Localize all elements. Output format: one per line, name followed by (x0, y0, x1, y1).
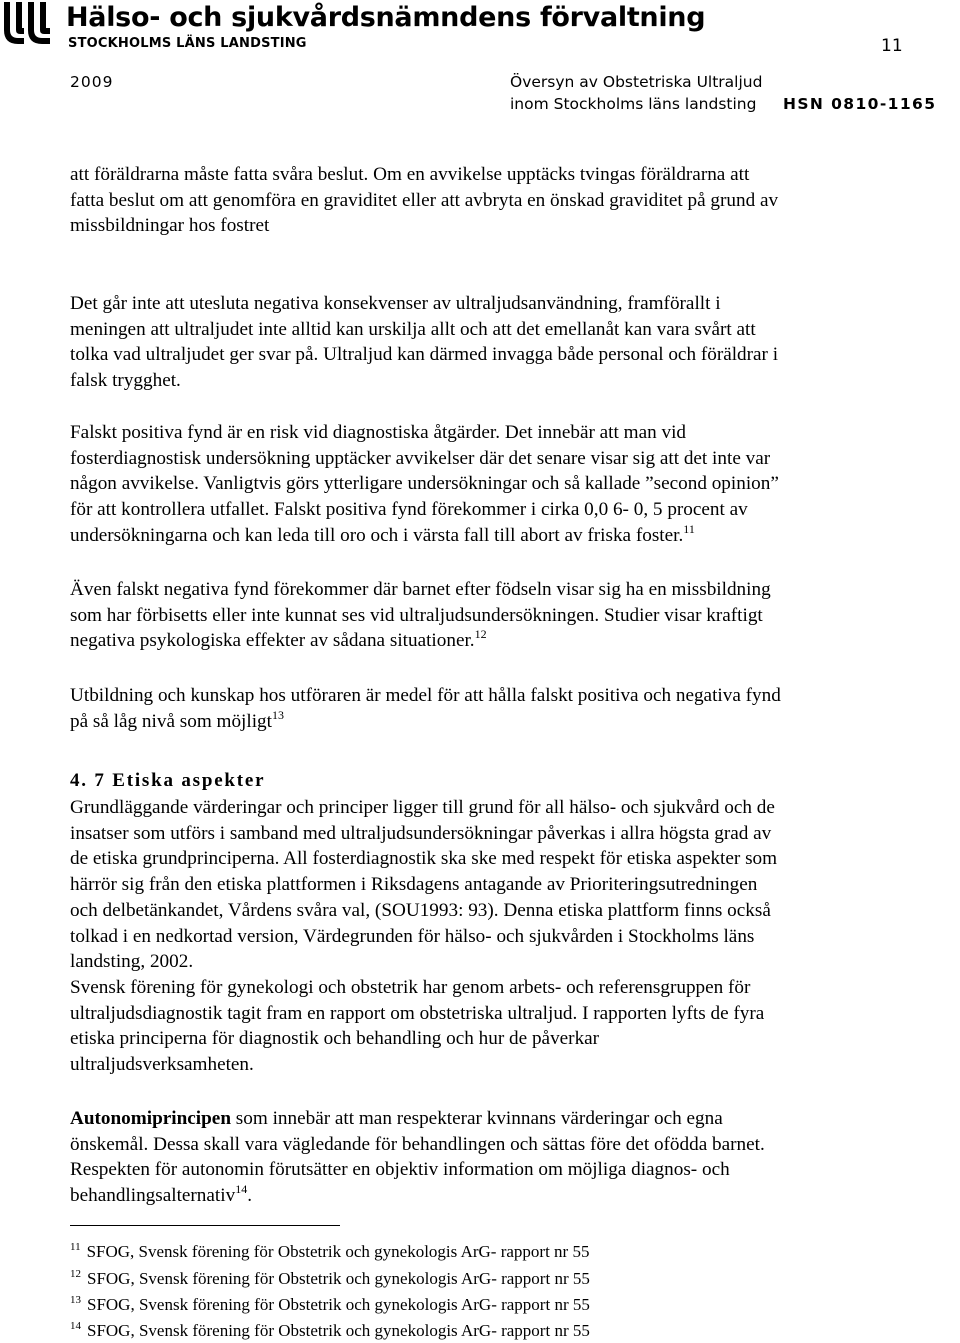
text-line: landsting, 2002. (70, 951, 194, 973)
text-line: någon avvikelse. Vanligtvis görs ytterligare undersökningar och så kallade ”second opinion” (70, 473, 779, 495)
text-line: etiska principerna för diagnostik och behandling och hur de påverkar (70, 1028, 600, 1050)
footnote (70, 1320, 590, 1342)
text-line: Även falskt negativa fynd förekommer där barnet efter födseln visar sig ha en missbildning (70, 579, 771, 600)
text-line: tolka vad ultraljudet ger svar på. Ultraljud kan därmed invagga både personal och föräldrar i (70, 344, 779, 366)
text-span: som innebär att man respekterar kvinnans värderingar och egna (231, 1108, 723, 1129)
text-line: fosterdiagnostisk undersökning upptäcker avvikelser där det senare visar sig att det inte var (70, 447, 771, 469)
footnote-ref-11: 11 (683, 521, 695, 536)
footnote-text: SFOG, Svensk förening för Obstetrik och gynekologis ArG- rapport nr 55 (87, 1269, 590, 1288)
text-line: och delbetänkandet, Vårdens svåra val, (SOU1993: 93). Denna etiska plattform finns också (70, 899, 771, 921)
paragraph-3 (70, 420, 960, 549)
text-line: Svensk förening för gynekologi och obstetrik har genom arbets- och referensgruppen för (70, 976, 751, 998)
text-line: insatser som utförs i samband med ultraljudsundersökningar påverkas i allra högsta grad av (70, 822, 772, 844)
footnote-divider (70, 1225, 340, 1226)
footnote-text: SFOG, Svensk förening för Obstetrik och gynekologis ArG- rapport nr 55 (86, 1242, 590, 1261)
text-line: meningen att ultraljudet inte alltid kan urskilja allt och att det emellanåt kan vara svårt att (70, 318, 756, 340)
text-line: fatta beslut om att genomföra en graviditet eller att avbryta en önskad graviditet på grund av (70, 189, 779, 211)
text-line: Falskt positiva fynd är en risk vid diagnostiska åtgärder. Det innebär att man vid (70, 422, 686, 443)
text-line: falsk trygghet. (70, 370, 181, 392)
text-line: för att kontrollera utfallet. Falskt positiva fynd förekommer i cirka 0,0 6- 0, 5 procent av (70, 499, 748, 521)
text-span: undersökningarna och kan leda till oro och i värsta fall till abort av friska foster. (70, 524, 684, 546)
org-subtitle: STOCKHOLMS LÄNS LANDSTING (68, 36, 307, 51)
paragraph-2 (70, 291, 960, 394)
section-heading: 4. 7 Etiska aspekter (70, 770, 266, 791)
footnote (70, 1294, 590, 1316)
text-line: de etiska grundprinciperna. All fosterdiagnostik ska ske med respekt för etiska aspekter som (70, 848, 778, 870)
footnote (70, 1268, 590, 1290)
footnote (70, 1241, 589, 1263)
paragraph-4 (70, 577, 960, 654)
text-line (70, 1183, 960, 1209)
text-line: missbildningar hos fostret (70, 215, 270, 237)
footnote-number: 13 (70, 1294, 81, 1306)
footnote-ref-14: 14 (235, 1182, 248, 1197)
text-line (70, 523, 960, 549)
header-title-line2: inom Stockholms läns landsting (510, 95, 757, 113)
footnote-number: 11 (70, 1241, 81, 1253)
text-line: som har förbisetts eller inte kunnat ses vid ultraljudsundersökningen. Studier visar kraftigt (70, 604, 763, 626)
footnote-text: SFOG, Svensk förening för Obstetrik och gynekologis ArG- rapport nr 55 (87, 1295, 590, 1314)
footnote-number: 12 (70, 1268, 81, 1280)
text-line: ultraljudsdiagnostik tagit fram en rapport om obstetriska ultraljud. I rapporten lyfts de fyra (70, 1002, 765, 1024)
sll-logo-icon (0, 0, 60, 50)
text-line: Utbildning och kunskap hos utföraren är medel för att hålla falskt positiva och negativa fynd (70, 685, 781, 706)
paragraph-1 (70, 162, 960, 239)
text-line: önskemål. Dessa skall vara vägledande för behandlingen och sättas före det ofödda barnet. (70, 1133, 765, 1155)
footnote-number: 14 (70, 1320, 81, 1332)
paragraph-5 (70, 683, 960, 734)
header-title-line1: Översyn av Obstetriska Ultraljud (510, 73, 763, 91)
header-year: 2009 (70, 73, 114, 91)
text-line: tolkad i en nedkortad version, Värdegrunden för hälso- och sjukvården i Stockholms läns (70, 925, 755, 947)
text-line: Det går inte att utesluta negativa konsekvenser av ultraljudsanvändning, framförallt i (70, 293, 721, 314)
text-span: behandlingsalternativ (70, 1185, 236, 1207)
footnote-ref-13: 13 (271, 707, 284, 722)
text-span: på så låg nivå som möjligt (70, 710, 272, 732)
text-line: ultraljudsverksamheten. (70, 1054, 254, 1076)
footnote-ref-12: 12 (474, 627, 487, 642)
text-span: negativa psykologiska effekter av sådana situationer. (70, 630, 475, 652)
paragraph-6 (70, 795, 960, 1078)
text-line (70, 709, 960, 735)
text-line (70, 628, 960, 654)
text-line (70, 1106, 960, 1132)
org-name: Hälso- och sjukvårdsnämndens förvaltning (66, 2, 706, 33)
text-line: att föräldrarna måste fatta svåra beslut. Om en avvikelse upptäcks tvingas föräldrarna att (70, 164, 750, 185)
autonomy-principle-term: Autonomiprincipen (70, 1108, 231, 1129)
text-span: . (247, 1185, 252, 1207)
paragraph-7 (70, 1106, 960, 1209)
page-number: 11 (881, 36, 903, 56)
text-line: Grundläggande värderingar och principer ligger till grund för all hälso- och sjukvård och de (70, 797, 775, 818)
text-line: Respekten för autonomin förutsätter en objektiv information om möjliga diagnos- och (70, 1159, 730, 1181)
footnote-text: SFOG, Svensk förening för Obstetrik och gynekologis ArG- rapport nr 55 (87, 1321, 590, 1340)
text-line: härrör sig från den etiska plattformen i Riksdagens antagande av Prioriteringsutredningen (70, 874, 758, 896)
header-issn: HSN 0810-1165 (783, 95, 937, 113)
